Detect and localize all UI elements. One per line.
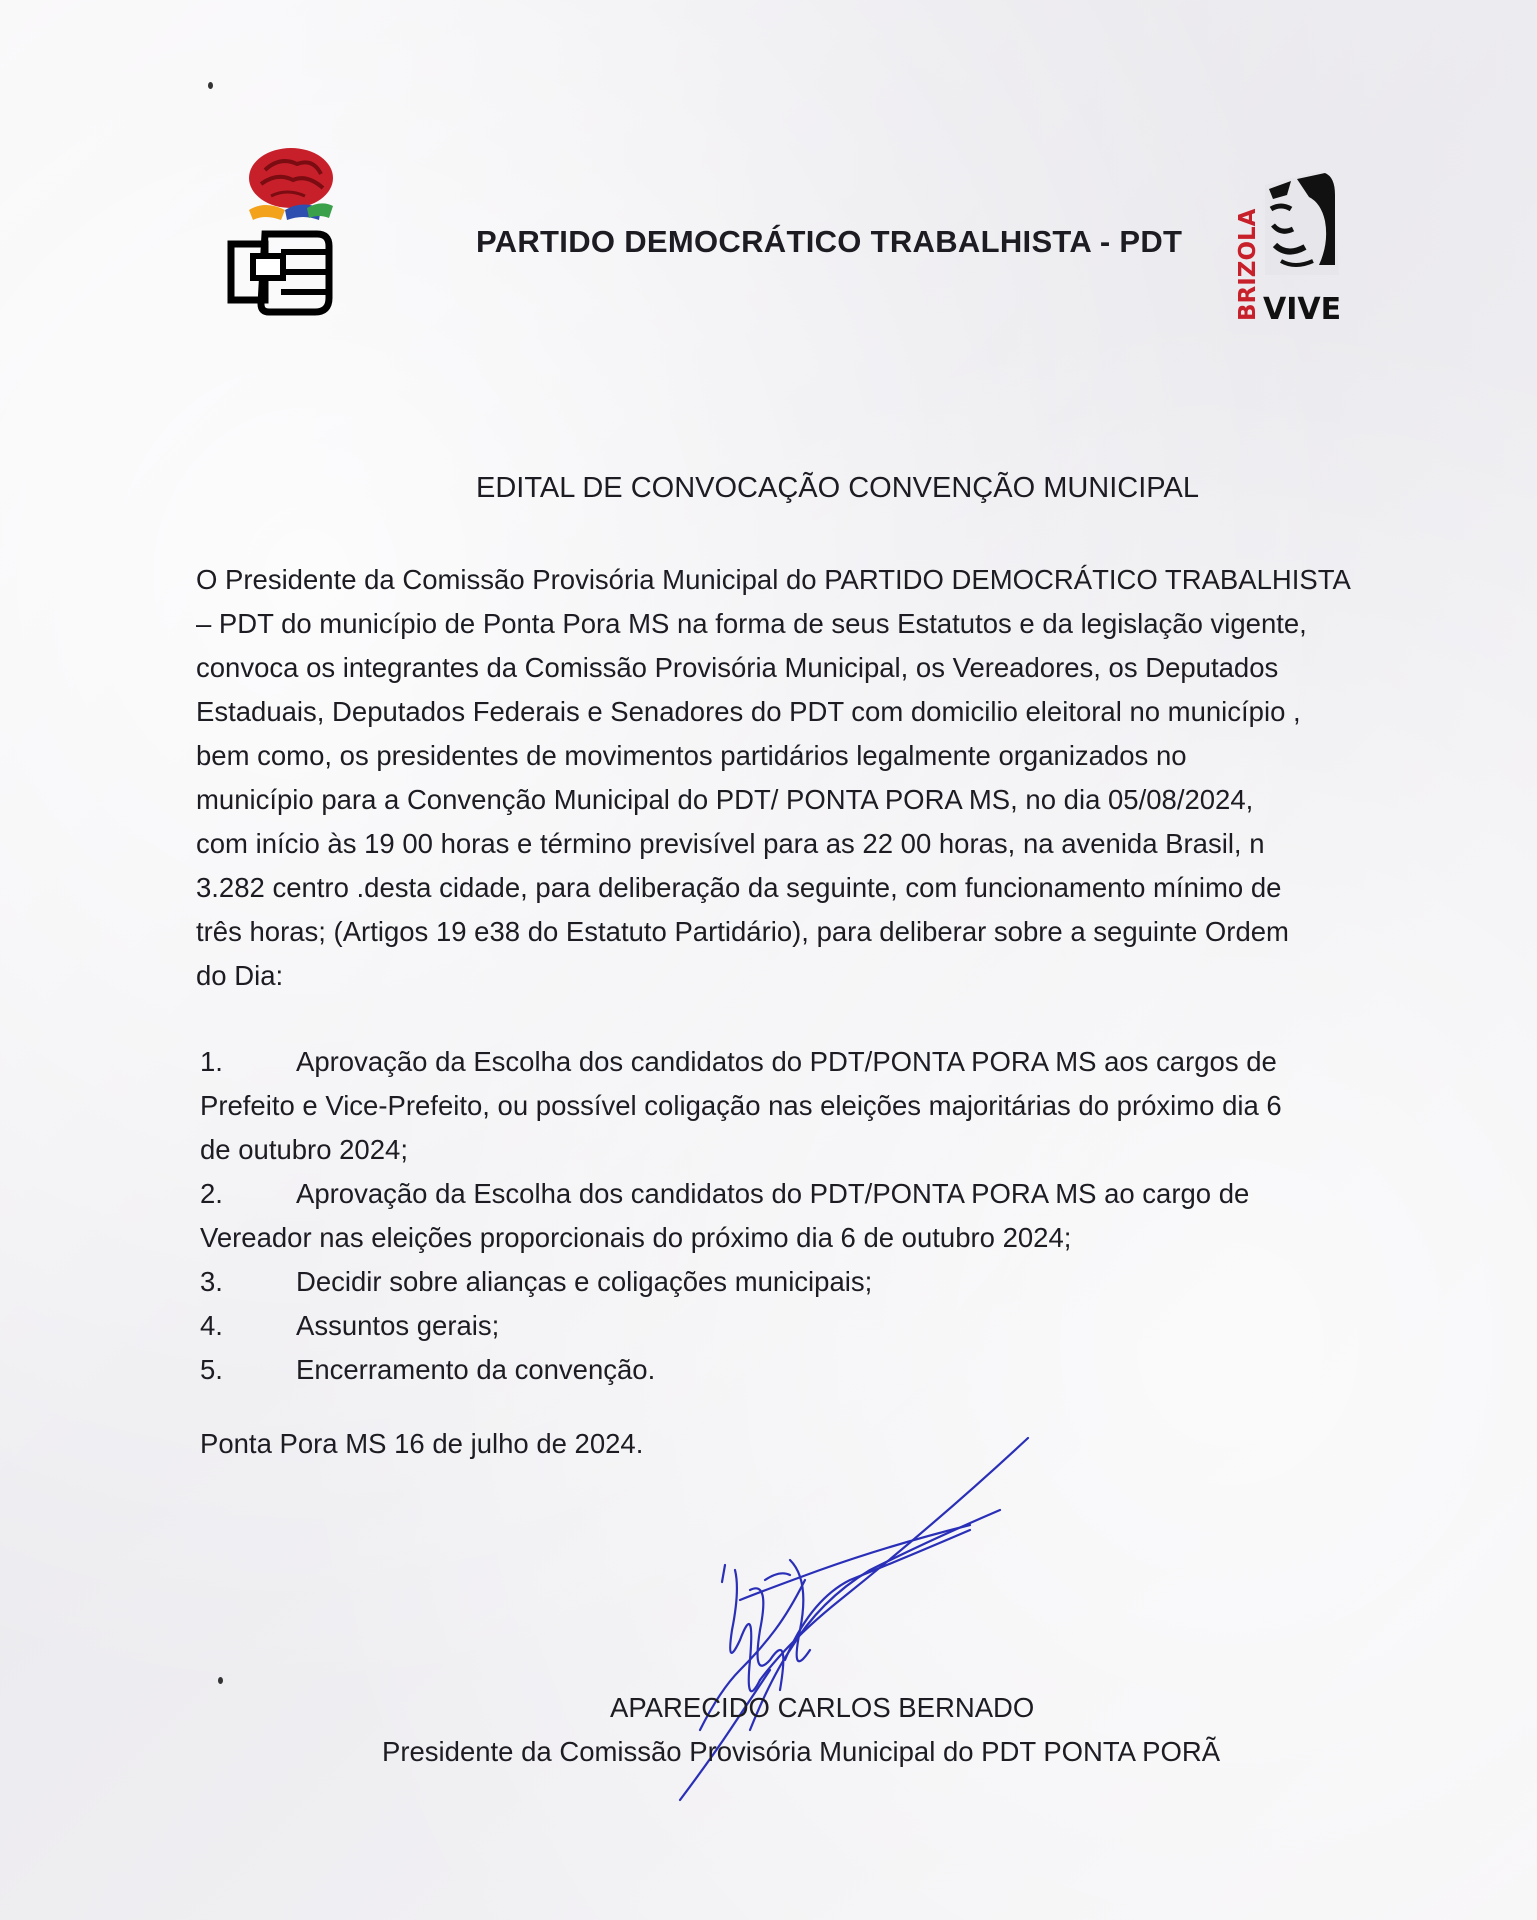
agenda-number: 4. [200, 1310, 223, 1341]
agenda-text: Aprovação da Escolha dos candidatos do PDT/PONTA PORA MS ao cargo de [296, 1178, 1250, 1209]
brizola-vertical-text: BRIZOLA [1235, 208, 1261, 321]
brizola-vive-logo [1235, 165, 1350, 325]
signer-name: APARECIDO CARLOS BERNADO [610, 1692, 1035, 1723]
agenda-text: Aprovação da Escolha dos candidatos do PDT/PONTA PORA MS aos cargos de [296, 1046, 1277, 1077]
agenda-item [200, 1172, 1400, 1216]
agenda-number: 1. [200, 1046, 223, 1077]
paragraph-line: do Dia: [196, 960, 284, 991]
paragraph-line: município para a Convenção Municipal do PDT/ PONTA PORA MS, no dia 05/08/2024, [196, 784, 1254, 815]
paper-speck [208, 82, 213, 89]
agenda-text: Assuntos gerais; [296, 1310, 500, 1341]
vive-text: VIVE [1263, 292, 1342, 325]
paragraph-line: 3.282 centro .desta cidade, para deliberação da seguinte, com funcionamento mínimo de [196, 872, 1282, 903]
agenda-number: 2. [200, 1178, 223, 1209]
agenda-text: Decidir sobre alianças e coligações municipais; [296, 1266, 873, 1297]
agenda-number: 3. [200, 1266, 223, 1297]
signer-role: Presidente da Comissão Provisória Municipal do PDT PONTA PORÃ [382, 1736, 1221, 1767]
agenda-item [200, 1040, 1400, 1084]
agenda-item [200, 1348, 1400, 1392]
convocation-paragraph [196, 558, 1396, 998]
agenda-item [200, 1260, 1400, 1304]
agenda-number: 5. [200, 1354, 223, 1385]
agenda-continuation: Vereador nas eleições proporcionais do próximo dia 6 de outubro 2024; [200, 1222, 1072, 1253]
agenda-list [200, 1040, 1400, 1392]
agenda-text: Encerramento da convenção. [296, 1354, 656, 1385]
party-name-heading: PARTIDO DEMOCRÁTICO TRABALHISTA - PDT [476, 224, 1183, 259]
paragraph-line: O Presidente da Comissão Provisória Municipal do PARTIDO DEMOCRÁTICO TRABALHISTA [196, 564, 1351, 595]
agenda-item [200, 1304, 1400, 1348]
agenda-continuation: de outubro 2024; [200, 1134, 408, 1165]
paper-speck [218, 1677, 223, 1684]
paragraph-line: – PDT do município de Ponta Pora MS na forma de seus Estatutos e da legislação vigente, [196, 608, 1307, 639]
pdt-rose-fist-logo [225, 148, 340, 323]
document-title: EDITAL DE CONVOCAÇÃO CONVENÇÃO MUNICIPAL [476, 472, 1199, 504]
paragraph-line: bem como, os presidentes de movimentos partidários legalmente organizados no [196, 740, 1187, 771]
paragraph-line: convoca os integrantes da Comissão Provisória Municipal, os Vereadores, os Deputados [196, 652, 1279, 683]
place-and-date: Ponta Pora MS 16 de julho de 2024. [200, 1428, 644, 1459]
paragraph-line: três horas; (Artigos 19 e38 do Estatuto Partidário), para deliberar sobre a seguinte Ordem [196, 916, 1289, 947]
paragraph-line: Estaduais, Deputados Federais e Senadores do PDT com domicilio eleitoral no município , [196, 696, 1301, 727]
agenda-continuation: Prefeito e Vice-Prefeito, ou possível coligação nas eleições majoritárias do próximo dia 6 [200, 1090, 1282, 1121]
paragraph-line: com início às 19 00 horas e término previsível para as 22 00 horas, na avenida Brasil, n [196, 828, 1265, 859]
